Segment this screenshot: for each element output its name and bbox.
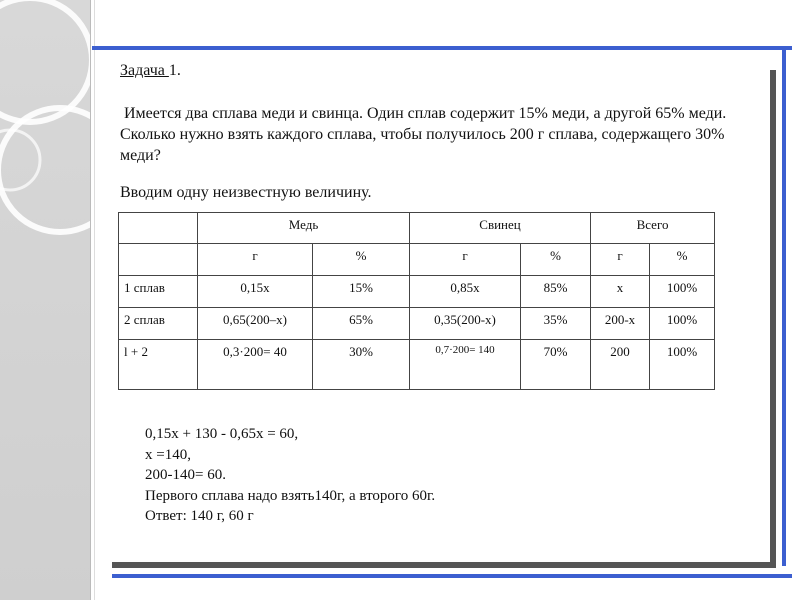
table-cell: 30% — [313, 340, 410, 390]
table-corner-cell — [119, 213, 198, 244]
table-cell: 65% — [313, 308, 410, 340]
divider-line-2 — [94, 0, 95, 600]
table-row — [119, 308, 715, 340]
alloy-table — [118, 212, 715, 390]
table-cell: 15% — [313, 276, 410, 308]
table-cell: 0,15x — [198, 276, 313, 308]
solution-line: 200-140= 60. — [145, 467, 226, 483]
frame-right — [782, 46, 786, 566]
table-cell: 200-x — [591, 308, 650, 340]
row-label: 2 сплав — [119, 308, 198, 340]
table-cell: 0,35(200-x) — [410, 308, 521, 340]
unit-cell: % — [313, 244, 410, 276]
table-cell: 35% — [521, 308, 591, 340]
task-title — [120, 62, 181, 80]
solution-line: Первого сплава надо взять140г, а второго 60г. — [145, 487, 436, 504]
frame-shadow-right — [770, 70, 776, 564]
header-lead: Свинец — [410, 213, 591, 244]
table-row — [119, 340, 715, 390]
task-number: 1. — [168, 62, 181, 79]
unit-cell: % — [521, 244, 591, 276]
task-label: Задача — [120, 62, 169, 79]
solution-block — [145, 424, 435, 527]
header-copper: Медь — [198, 213, 410, 244]
intro-text: Вводим одну неизвестную величину. — [120, 184, 372, 201]
table-cell: 0,3·200= 40 — [198, 340, 313, 390]
table-units-empty — [119, 244, 198, 276]
table-row — [119, 276, 715, 308]
unit-cell: % — [650, 244, 715, 276]
table-units-row — [119, 244, 715, 276]
unit-cell: г — [410, 244, 521, 276]
table-cell: 70% — [521, 340, 591, 390]
table-cell: 200 — [591, 340, 650, 390]
table-cell: x — [591, 276, 650, 308]
solution-line: 0,15x + 130 - 0,65x = 60, — [145, 426, 299, 442]
answer-line: Ответ: 140 г, 60 г — [145, 508, 254, 524]
row-label: 1 сплав — [119, 276, 198, 308]
table-cell: 0,65(200–x) — [198, 308, 313, 340]
table-header-row — [119, 213, 715, 244]
table-cell: 100% — [650, 340, 715, 390]
header-total: Всего — [591, 213, 715, 244]
row-label: l + 2 — [119, 340, 198, 390]
unit-cell: г — [591, 244, 650, 276]
problem-text — [120, 103, 740, 166]
frame-top — [92, 46, 792, 50]
left-decor-panel — [0, 0, 90, 600]
problem-text-content: Имеется два сплава меди и свинца. Один сплав содержит 15% меди, а другой 65% меди. Сколько нужно взять каждого сплава, чтобы получилось 200 г сплава, содержащего 30% меди? — [120, 105, 727, 164]
table-cell: 100% — [650, 276, 715, 308]
unit-cell: г — [198, 244, 313, 276]
frame-bottom — [112, 574, 792, 578]
table-cell: 85% — [521, 276, 591, 308]
frame-shadow-bottom — [112, 562, 776, 568]
divider-line — [90, 0, 91, 600]
table-cell: 0,7·200= 140 — [410, 340, 521, 390]
table-cell: 0,85x — [410, 276, 521, 308]
decor-circles — [0, 0, 90, 600]
solution-line: x =140, — [145, 446, 191, 463]
table-cell: 100% — [650, 308, 715, 340]
